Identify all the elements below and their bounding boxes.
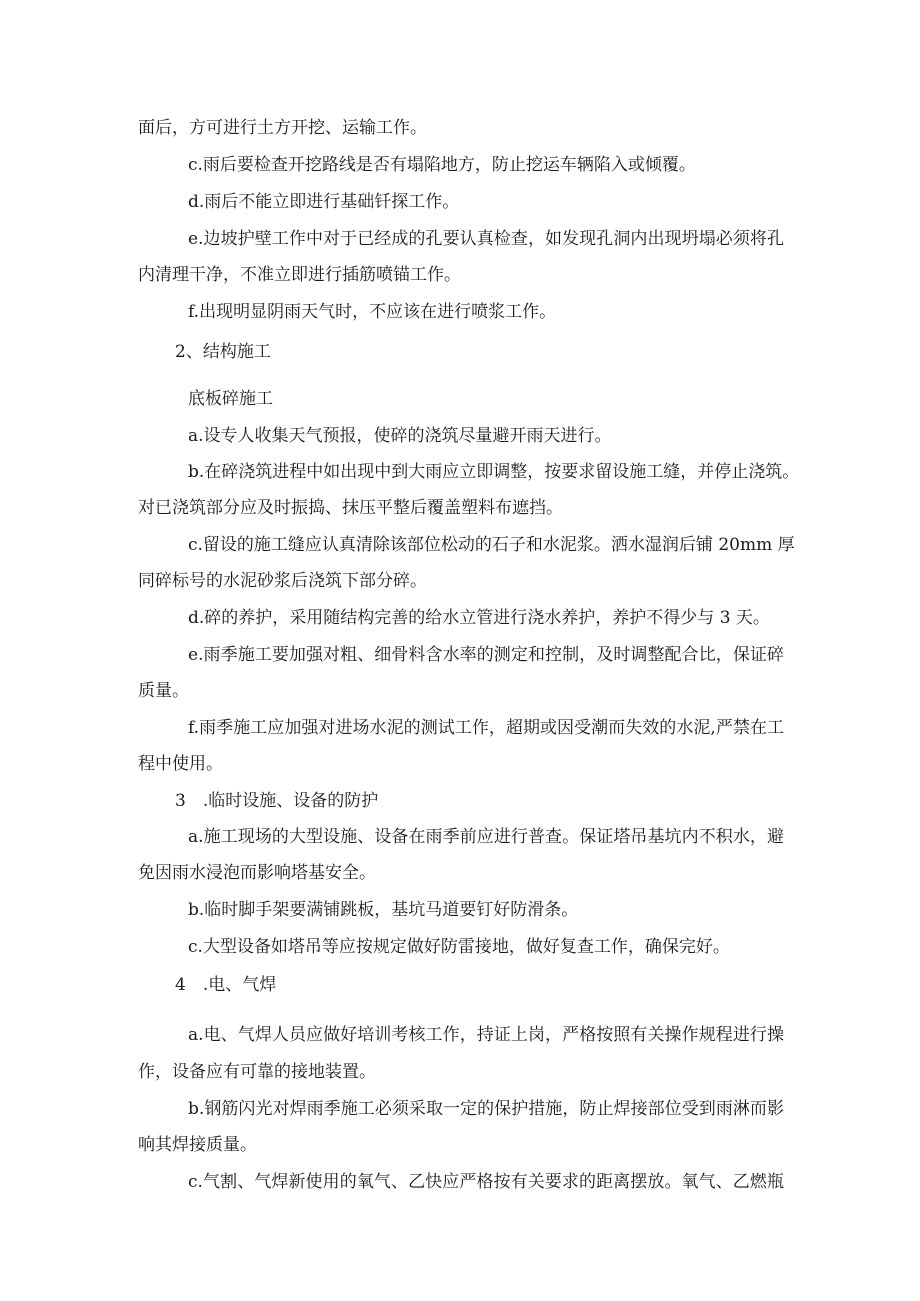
paragraph-line: c.雨后要检查开挖路线是否有塌陷地方，防止挖运车辆陷入或倾覆。	[188, 155, 696, 175]
subsection-heading: 底板碎施工	[188, 389, 273, 409]
paragraph-line: e.雨季施工要加强对粗、细骨料含水率的测定和控制，及时调整配合比，保证碎	[188, 645, 784, 665]
section-heading: 4 .电、气焊	[175, 975, 277, 995]
paragraph-line: 内清理干净，不准立即进行插筋喷锚工作。	[138, 265, 461, 285]
paragraph-line: d.碎的养护，采用随结构完善的给水立管进行浇水养护，养护不得少与 3 天。	[188, 608, 770, 628]
paragraph-line: 响其焊接质量。	[138, 1135, 257, 1155]
paragraph-line: c.大型设备如塔吊等应按规定做好防雷接地，做好复查工作，确保完好。	[188, 937, 730, 957]
paragraph-line: 质量。	[138, 681, 189, 701]
section-heading: 3 .临时设施、设备的防护	[175, 791, 379, 811]
paragraph-line: c.气割、气焊新使用的氧气、乙快应严格按有关要求的距离摆放。氧气、乙燃瓶	[188, 1172, 784, 1192]
paragraph-line: a.施工现场的大型设施、设备在雨季前应进行普查。保证塔吊基坑内不积水，避	[188, 827, 784, 847]
paragraph-line: a.设专人收集天气预报，使碎的浇筑尽量避开雨天进行。	[188, 426, 612, 446]
paragraph-line: f.雨季施工应加强对进场水泥的测试工作，超期或因受潮而失效的水泥,严禁在工	[188, 718, 784, 738]
paragraph-line: b.在碎浇筑进程中如出现中到大雨应立即调整，按要求留设施工缝，并停止浇筑。	[188, 462, 800, 482]
paragraph-line: 对已浇筑部分应及时振捣、抹压平整后覆盖塑料布遮挡。	[138, 498, 563, 518]
paragraph-line: f.出现明显阴雨天气时，不应该在进行喷浆工作。	[188, 302, 557, 322]
paragraph-line: 面后，方可进行土方开挖、运输工作。	[138, 118, 427, 138]
paragraph-line: e.边坡护壁工作中对于已经成的孔要认真检查，如发现孔洞内出现坍塌必须将孔	[188, 229, 784, 249]
paragraph-line: 免因雨水浸泡而影响塔基安全。	[138, 863, 376, 883]
paragraph-line: a.电、气焊人员应做好培训考核工作，持证上岗，严格按照有关操作规程进行操	[188, 1025, 784, 1045]
paragraph-line: b.钢筋闪光对焊雨季施工必须采取一定的保护措施，防止焊接部位受到雨淋而影	[188, 1099, 784, 1119]
paragraph-line: 同碎标号的水泥砂浆后浇筑下部分碎。	[138, 571, 427, 591]
paragraph-line: 程中使用。	[138, 754, 223, 774]
paragraph-line: b.临时脚手架要满铺跳板，基坑马道要钉好防滑条。	[188, 900, 579, 920]
paragraph-line: d.雨后不能立即进行基础钎探工作。	[188, 192, 460, 212]
paragraph-line: c.留设的施工缝应认真清除该部位松动的石子和水泥浆。洒水湿润后铺 20mm 厚	[188, 535, 795, 555]
paragraph-line: 作，设备应有可靠的接地装置。	[138, 1062, 376, 1082]
section-heading: 2、结构施工	[175, 342, 271, 362]
